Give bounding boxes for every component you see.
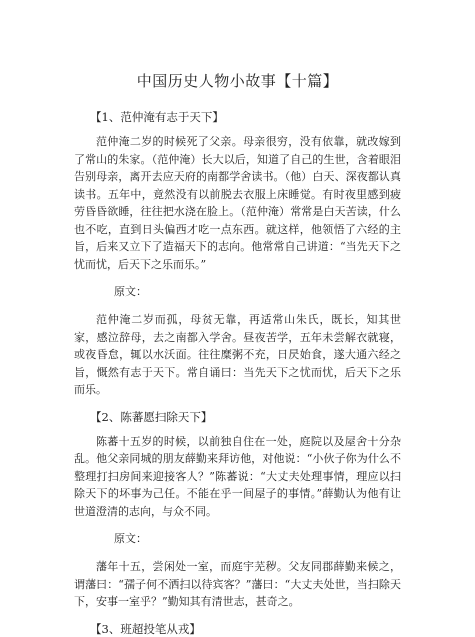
section-2-original-text: 藩年十五，尝闲处一室，而庭宇芜秽。父友同郡薛勤来候之，谓藩曰：“孺子何不洒扫以待宾客？”藩曰：“大丈夫处世，当扫除天下，安事一室乎？”勤知其有清世志，甚奇之。 xyxy=(74,560,401,608)
section-1-original-label: 原文： xyxy=(114,285,147,298)
document-title: 中国历史人物小故事【十篇】 xyxy=(136,72,339,90)
section-heading-3: 【3、班超投笔从戎】 xyxy=(90,621,201,636)
section-1-translation: 范仲淹二岁的时候死了父亲。母亲很穷，没有依靠，就改嫁到了常山的朱家。（范仲淹）长大以后，知道了自己的生世，含着眼泪告别母亲，离开去应天府的南都学舍读书。（他）白天、深夜都认真读书。五年中，竟然没有以前脱去衣服上床睡觉。有时夜里感到疲劳昏昏欲睡，往往把水浇在脸上。（范仲淹）常常是白天苦读，什么也不吃，直到日头偏西才吃一点东西。就这样，他领悟了六经的主旨，后来又立下了造福天下的志向。他常常自己讲道：“当先天下之忧而忧，后天下之乐而乐。” xyxy=(74,135,401,271)
section-1-original-text: 范仲淹二岁而孤，母贫无靠，再适常山朱氏，既长，知其世家，感泣辞母，去之南都入学舍。昼夜苦学，五年未尝解衣就寝，或夜昏怠，辄以水沃面。往往糜粥不充，日昃始食，遂大通六经之旨，慨然有志于天下。常自诵曰：当先天下之忧而忧，后天下之乐而乐。 xyxy=(74,313,401,396)
section-2-original-label: 原文： xyxy=(114,532,147,545)
section-heading-1: 【1、范仲淹有志于天下】 xyxy=(90,110,224,124)
section-heading-2: 【2、陈蕃愿扫除天下】 xyxy=(90,409,213,424)
section-2-translation: 陈蕃十五岁的时候，以前独自住在一处，庭院以及屋舍十分杂乱。他父亲同城的朋友薛勤来拜访他，对他说：“小伙子你为什么不整理打扫房间来迎接客人？”陈蕃说：“大丈夫处理事情，理应以扫除天下的坏事为己任。不能在乎一间屋子的事情。”薛勤认为他有让世道澄清的志向，与众不同。 xyxy=(74,434,401,518)
